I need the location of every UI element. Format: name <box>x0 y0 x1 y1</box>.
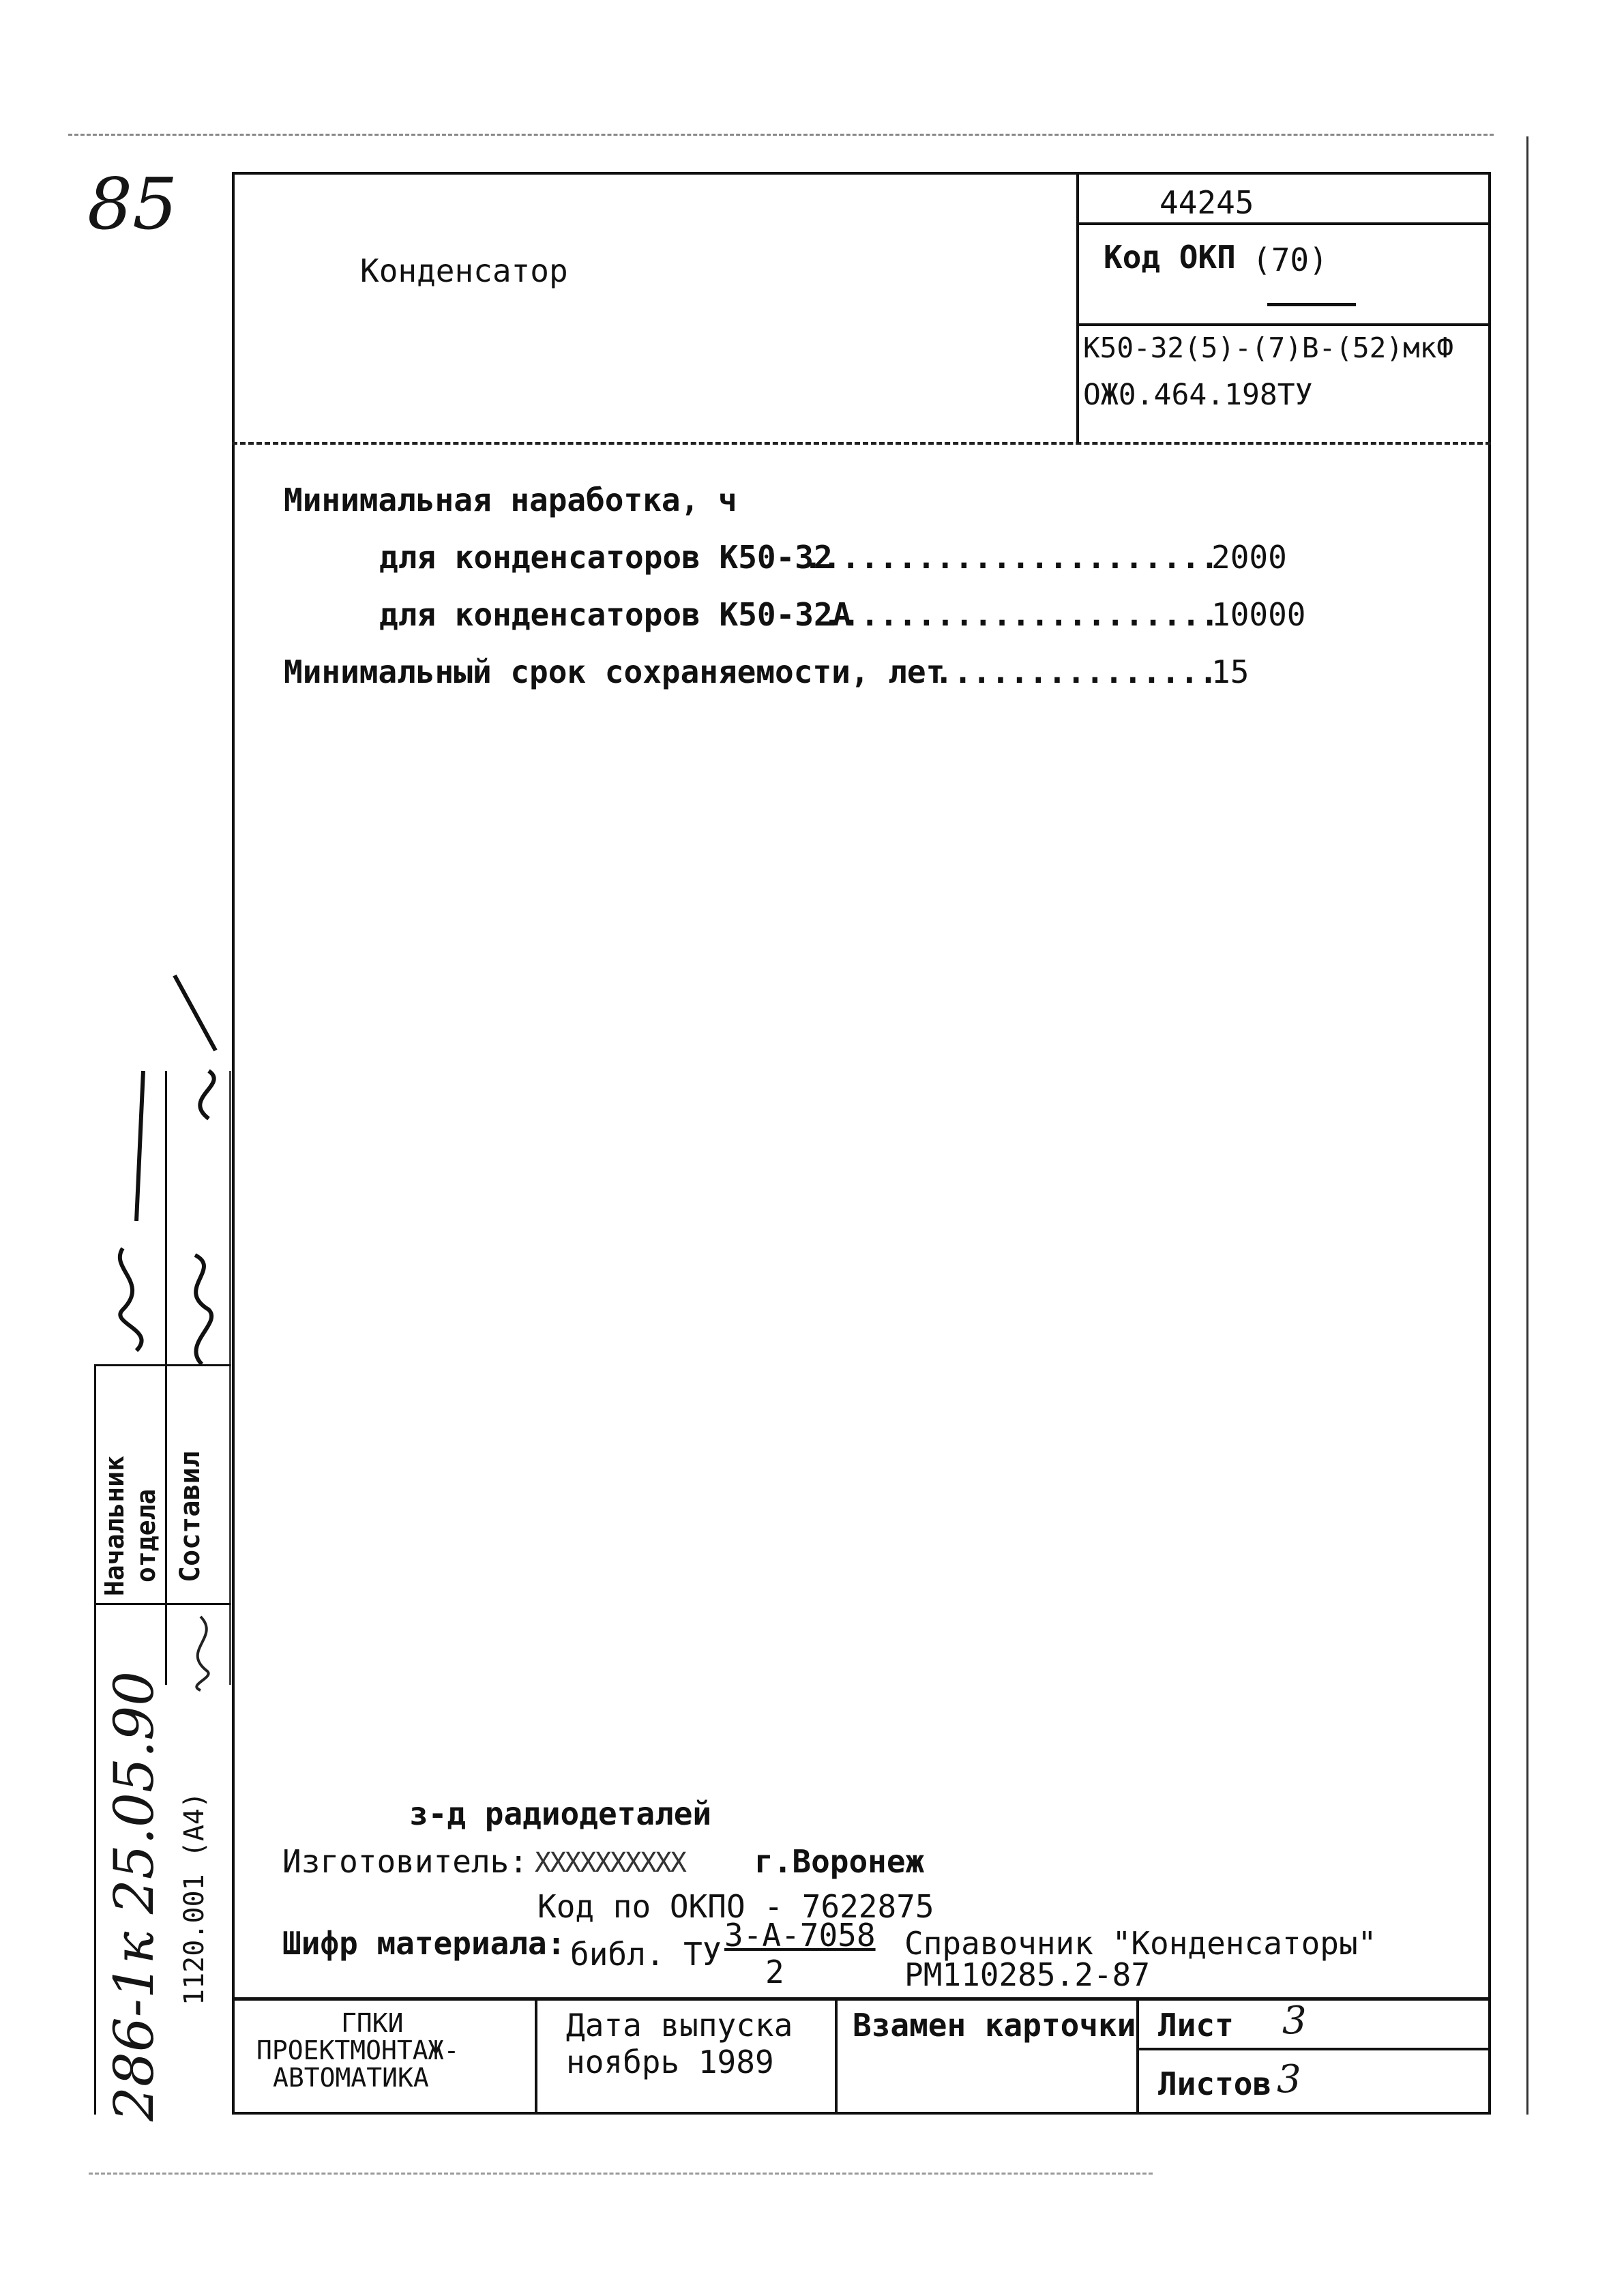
footer-divider-3 <box>1136 1999 1139 2115</box>
material-tu-number: 3-А-7058 <box>724 1917 876 1954</box>
top-scan-line <box>68 134 1494 136</box>
spec-row-2-label: для конденсаторов К50-32А <box>379 596 852 633</box>
org-line-1: ГПКИ <box>341 2008 404 2038</box>
header-column-divider <box>1076 172 1079 443</box>
okp-value: (70) <box>1252 241 1328 278</box>
org-line-2: ПРОЕКТМОНТАЖ- <box>256 2035 460 2065</box>
spec-row-3-dots: ............... <box>934 653 1218 690</box>
spec-row-1-dots: ...................... <box>803 539 1220 576</box>
form-code: 1120.001 (А4) <box>179 1791 210 2005</box>
bottom-scan-line <box>89 2173 1153 2175</box>
material-reference: Справочник "Конденсаторы" <box>904 1925 1377 1962</box>
header-separator <box>232 442 1491 445</box>
handwritten-page-number: 85 <box>87 162 178 246</box>
spec-row-1-value: 2000 <box>1211 539 1287 576</box>
issue-date-label: Дата выпуска <box>566 2007 793 2044</box>
replace-card-label: Взамен карточки <box>853 2007 1136 2044</box>
plant-name: з-д радиодеталей <box>409 1795 712 1832</box>
okp-label: Код ОКП <box>1104 239 1236 276</box>
head-of-department-label-1: Начальник <box>100 1456 130 1596</box>
handwritten-registration: 286-1к 25.05.90 <box>102 1671 166 2121</box>
product-code: 44245 <box>1159 184 1254 221</box>
side-strip-mid <box>94 1603 231 1605</box>
spec-row-1-label: для конденсаторов К50-32 <box>379 539 833 576</box>
product-title: Конденсатор <box>360 252 568 289</box>
side-strip-line-outer <box>94 1364 96 2115</box>
spec-row-2-value: 10000 <box>1211 596 1306 633</box>
code-box-line <box>1076 222 1491 225</box>
sheet-label: Лист <box>1158 2007 1234 2044</box>
sheets-value: 3 <box>1277 2057 1301 2102</box>
footer-divider-2 <box>835 1999 838 2115</box>
footer-sheet-line <box>1136 2048 1491 2050</box>
manufacturer-city: г.Воронеж <box>754 1843 925 1880</box>
material-lib: библ. ТУ <box>570 1936 722 1973</box>
manufacturer-struck: XXXXXXXXXX <box>535 1847 685 1879</box>
product-designation: К50-32(5)-(7)В-(52)мкФ <box>1083 332 1454 364</box>
signature-small <box>173 1610 228 1692</box>
sheets-label: Листов <box>1158 2065 1272 2102</box>
right-scan-edge <box>1526 136 1528 2115</box>
okpo-code: Код по ОКПО - 7622875 <box>537 1888 934 1925</box>
head-of-department-label-2: отдела <box>131 1488 161 1583</box>
spec-row-3-value: 15 <box>1211 653 1250 690</box>
signature-head-of-department <box>95 1064 171 1364</box>
sheet-value: 3 <box>1282 1999 1307 2043</box>
spec-row-2-dots: ..................... <box>823 596 1220 633</box>
material-tu-denominator: 2 <box>765 1954 784 1990</box>
okp-underline <box>1267 303 1356 306</box>
signature-compiler <box>168 969 236 1378</box>
product-tu: ОЖ0.464.198ТУ <box>1083 378 1313 412</box>
spec-row-0-label: Минимальная наработка, ч <box>284 482 737 518</box>
org-line-3: АВТОМАТИКА <box>273 2063 429 2093</box>
okp-box-line <box>1076 323 1491 326</box>
material-label: Шифр материала: <box>282 1925 566 1962</box>
issue-date-value: ноябрь 1989 <box>566 2044 774 2080</box>
manufacturer-label: Изготовитель: <box>282 1843 529 1880</box>
spec-row-3-label: Минимальный срок сохраняемости, лет <box>284 653 945 690</box>
material-reference-code: РМ110285.2-87 <box>904 1956 1151 1993</box>
compiler-label: Составил <box>175 1451 206 1583</box>
footer-divider-1 <box>535 1999 537 2115</box>
